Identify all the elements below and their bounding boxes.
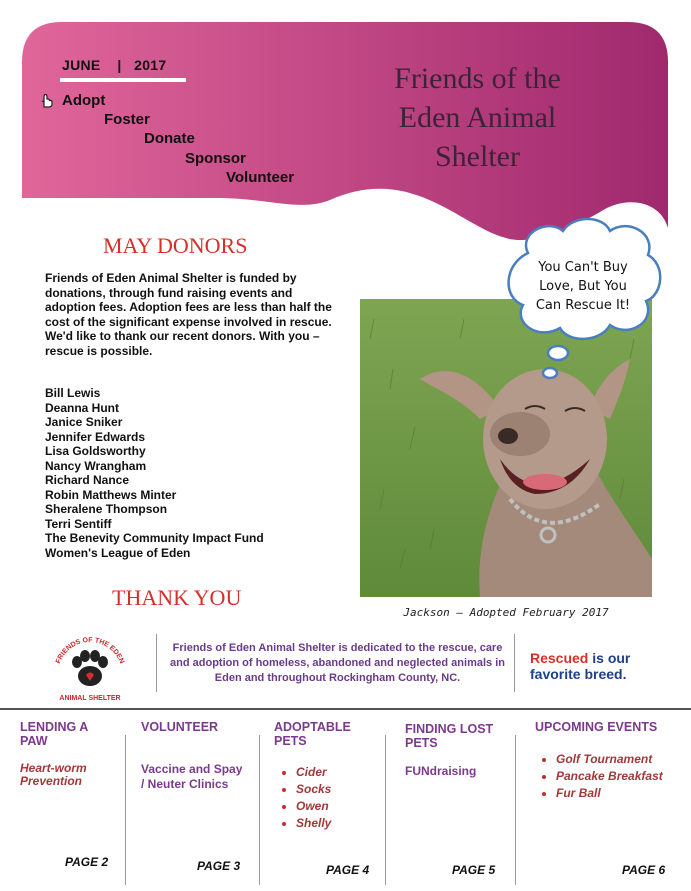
page-number: PAGE 6	[622, 863, 666, 877]
donor-name: Lisa Goldsworthy	[45, 444, 146, 458]
adoptable-pets-list	[280, 764, 331, 832]
upcoming-events-list	[540, 751, 663, 802]
bubble-text: You Can't Buy Love, But You Can Rescue It!	[535, 260, 631, 313]
list-item: • Socks	[296, 781, 331, 798]
contents-heading-adoptable-pets[interactable]: ADOPTABLE PETS	[274, 720, 351, 748]
donors-intro: Friends of Eden Animal Shelter is funded by donations, through fund raising events and adoption fees. Adoption fees are less than half the cost of the significant expense involved in rescue. We'd like to thank our recent donors. With you – rescue is possible.	[45, 271, 332, 358]
list-item: • Pancake Breakfast	[556, 768, 663, 785]
donor-name: Deanna Hunt	[45, 400, 120, 415]
contents-heading-upcoming-events[interactable]: UPCOMING EVENTS	[535, 720, 658, 734]
pointing-hand-icon	[38, 91, 56, 114]
contents-sub-fundraising: FUNdraising	[405, 764, 477, 778]
donor-name: Nancy Wrangham	[45, 458, 147, 473]
shelter-logo	[50, 632, 130, 702]
nav-foster[interactable]: Foster	[104, 111, 150, 128]
donor-name: Women's League of Eden	[45, 545, 191, 560]
nav-adopt[interactable]: Adopt	[62, 92, 106, 109]
list-item: • Cider	[296, 764, 331, 781]
paw-icon	[72, 650, 108, 686]
column-divider	[385, 735, 386, 885]
mission-statement: Friends of Eden Animal Shelter is dedicated to the rescue, care and adoption of homeless, abandoned and neglected animals in Eden and throughout Rockingham County, NC.	[170, 642, 505, 684]
nav-volunteer[interactable]: Volunteer	[226, 169, 295, 186]
list-item: • Owen	[296, 798, 331, 815]
contents-heading-volunteer[interactable]: VOLUNTEER	[141, 720, 219, 734]
nav-sponsor[interactable]: Sponsor	[185, 150, 246, 167]
donor-name: Janice Sniker	[45, 415, 123, 429]
contents-sub-heartworm: Heart-worm Prevention	[20, 761, 87, 788]
contents-heading-lending-a-paw[interactable]: LENDING A PAW	[20, 720, 88, 748]
donor-name: Richard Nance	[45, 473, 130, 487]
nav-donate[interactable]: Donate	[144, 130, 195, 147]
may-donors-heading: MAY DONORS	[103, 233, 248, 258]
list-item: • Shelly	[296, 815, 331, 832]
column-divider	[259, 735, 260, 885]
donor-name: Terri Sentiff	[45, 516, 112, 531]
page-number: PAGE 4	[326, 863, 370, 877]
donor-name: Jennifer Edwards	[45, 429, 146, 444]
list-item: • Fur Ball	[556, 785, 663, 802]
page-number: PAGE 3	[197, 859, 241, 873]
contents-heading-finding-lost-pets[interactable]: FINDING LOST PETS	[405, 722, 494, 750]
band-divider	[514, 634, 515, 692]
donor-name: The Benevity Community Impact Fund	[45, 531, 264, 545]
donor-name: Sheralene Thompson	[45, 502, 168, 516]
issue-date: JUNE | 2017	[62, 57, 167, 73]
column-divider	[515, 735, 516, 885]
svg-text:FRIENDS OF THE EDEN	[55, 637, 125, 665]
donor-name: Robin Matthews Minter	[45, 487, 177, 502]
donor-name: Bill Lewis	[45, 386, 101, 400]
contents-divider	[0, 708, 691, 710]
logo-text-top: FRIENDS OF THE EDEN	[54, 636, 126, 665]
contents-sub-clinics: Vaccine and Spay / Neuter Clinics	[141, 762, 243, 791]
logo-text-bottom: ANIMAL SHELTER	[59, 695, 121, 702]
photo-caption: Jackson – Adopted February 2017	[403, 606, 609, 619]
list-item: • Golf Tournament	[556, 751, 663, 768]
page-number: PAGE 2	[65, 855, 109, 869]
column-divider	[125, 735, 126, 885]
date-underline	[60, 78, 186, 82]
newsletter-title: Friends of the Eden Animal Shelter	[394, 62, 561, 173]
band-divider	[156, 634, 157, 692]
page-number: PAGE 5	[452, 863, 496, 877]
thank-you-heading: THANK YOU	[112, 585, 242, 610]
donor-list	[45, 386, 264, 560]
tagline: Rescued is our favorite breed.	[530, 650, 631, 682]
